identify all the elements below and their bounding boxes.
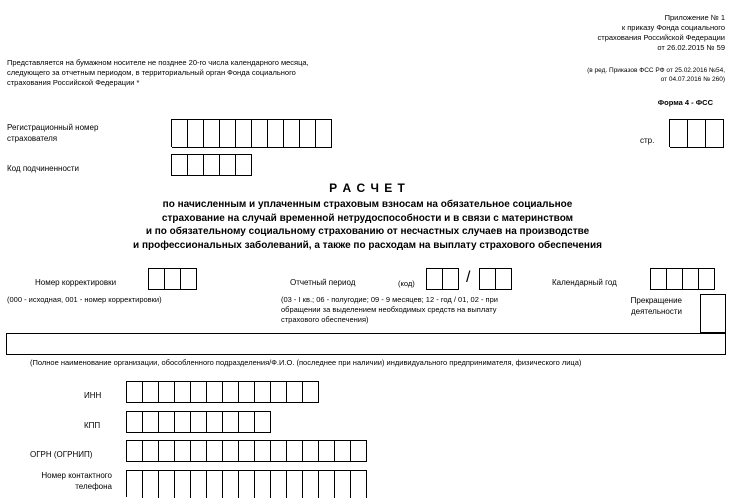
cell[interactable] [236,119,252,148]
cell[interactable] [223,440,239,462]
appendix-note [525,13,725,53]
subtitle-line: и профессиональных заболеваний, а также по расходам на выплату страхового обеспечения [133,239,602,251]
cell[interactable] [181,268,197,290]
cell[interactable] [335,440,351,462]
cell[interactable] [303,470,319,498]
amendment-note [505,66,725,84]
cell[interactable] [191,411,207,433]
cell[interactable] [175,440,191,462]
page-subtitle [0,198,735,252]
phone-cells[interactable] [126,470,367,497]
cell[interactable] [127,440,143,462]
cell[interactable] [303,381,319,403]
subtitle-line: и по обязательному социальному страхованию от несчастных случаев на производстве [145,226,590,237]
cell[interactable] [706,119,724,148]
cell[interactable] [699,268,715,290]
organization-name-hint: (Полное наименование организации, обособленного подразделения/Ф.И.О. (последнее при наличии) индивидуального предпринимателя, физического лица) [30,358,582,367]
cell[interactable] [159,470,175,498]
cell[interactable] [351,440,367,462]
label-line: деятельности [630,307,682,316]
kpp-cells[interactable] [126,411,271,433]
cell[interactable] [188,154,204,176]
cell[interactable] [220,119,236,148]
submission-line: следующего за отчетным периодом, в территориальный орган Фонда социального [7,68,296,77]
cell[interactable] [319,440,335,462]
appendix-line: страхования Российской Федерации [597,33,725,42]
cell[interactable] [191,470,207,498]
page-title: Р А С Ч Е Т [329,181,406,195]
cell[interactable] [688,119,706,148]
cell[interactable] [191,381,207,403]
termination-label [590,295,682,317]
cell[interactable] [271,470,287,498]
cell[interactable] [480,268,496,290]
cell[interactable] [204,119,220,148]
amendment-line: (в ред. Приказов ФСС РФ от 25.02.2016 №54, [587,67,725,74]
appendix-line: от 26.02.2015 № 59 [657,43,725,52]
subtitle-line: по начисленным и уплаченным страховым взносам на обязательное социальное [162,199,573,210]
cell[interactable] [239,381,255,403]
cell[interactable] [284,119,300,148]
amendment-line: от 04.07.2016 № 260) [660,76,725,83]
cell[interactable] [188,119,204,148]
inn-label: ИНН [84,391,102,400]
cell[interactable] [143,411,159,433]
cell[interactable] [143,440,159,462]
cell[interactable] [127,411,143,433]
cell[interactable] [287,381,303,403]
label-line: Номер контактного [41,471,112,480]
cell[interactable] [239,440,255,462]
cell[interactable] [127,470,143,498]
form-name: Форма 4 - ФСС [657,98,713,107]
calendar-year-cells[interactable] [650,268,715,290]
cell[interactable] [159,381,175,403]
cell[interactable] [335,470,351,498]
cell[interactable] [159,411,175,433]
cell[interactable] [271,440,287,462]
cell[interactable] [287,440,303,462]
cell[interactable] [175,381,191,403]
phone-label [10,470,112,492]
cell[interactable] [268,119,284,148]
period-hint [281,295,561,325]
cell[interactable] [207,411,223,433]
label-line: страхователя [7,134,58,143]
cell[interactable] [143,381,159,403]
correction-cells[interactable] [148,268,197,290]
calendar-year-label: Календарный год [552,278,617,287]
cell[interactable] [207,440,223,462]
organization-name-field[interactable] [6,333,726,355]
cell[interactable] [223,381,239,403]
cell[interactable] [159,440,175,462]
submission-line: страхования Российской Федерации * [7,78,140,87]
cell[interactable] [496,268,512,290]
hint-line: (03 - I кв.; 06 - полугодие; 09 - 9 месяцев; 12 - год / 01, 02 - при [281,295,498,304]
cell[interactable] [220,154,236,176]
page-cells[interactable] [669,119,724,147]
cell[interactable] [255,470,271,498]
cell[interactable] [316,119,332,148]
code-label: (код) [398,279,415,288]
cell[interactable] [255,381,271,403]
cell[interactable] [239,470,255,498]
cell[interactable] [175,470,191,498]
cell[interactable] [127,381,143,403]
reporting-period-label: Отчетный период [290,278,356,287]
label-line: Регистрационный номер [7,123,99,132]
label-line: Прекращение [630,296,682,305]
cell[interactable] [172,154,188,176]
hint-line: обращении за выделением необходимых средств на выплату [281,305,497,314]
submission-line: Представляется на бумажном носителе не позднее 20-го числа календарного месяца, [7,58,309,67]
termination-box[interactable] [700,294,726,333]
hint-line: страхового обеспечения) [281,315,369,324]
cell[interactable] [287,470,303,498]
cell[interactable] [443,268,459,290]
correction-label: Номер корректировки [35,278,117,287]
cell[interactable] [207,470,223,498]
cell[interactable] [255,411,271,433]
cell[interactable] [667,268,683,290]
reg-number-label [7,122,157,144]
cell[interactable] [651,268,667,290]
cell[interactable] [204,154,220,176]
cell[interactable] [319,470,335,498]
period-cells-second[interactable] [479,268,512,290]
cell[interactable] [351,470,367,498]
cell[interactable] [252,119,268,148]
submission-note [7,58,387,88]
cell[interactable] [271,381,287,403]
correction-hint: (000 - исходная, 001 - номер корректировки) [7,295,162,304]
cell[interactable] [255,440,271,462]
cell[interactable] [683,268,699,290]
appendix-line: Приложение № 1 [664,13,725,22]
kpp-label: КПП [84,421,101,430]
cell[interactable] [165,268,181,290]
subordination-label: Код подчиненности [7,164,80,173]
ogrn-cells[interactable] [126,440,367,462]
cell[interactable] [175,411,191,433]
subtitle-line: страхование на случай временной нетрудоспособности и в связи с материнством [161,212,574,224]
cell[interactable] [143,470,159,498]
page-label: стр. [640,136,655,145]
reg-number-cells[interactable] [171,119,332,147]
cell[interactable] [223,411,239,433]
cell[interactable] [172,119,188,148]
cell[interactable] [303,440,319,462]
label-line: телефона [75,482,112,491]
cell[interactable] [670,119,688,148]
period-slash: / [466,269,471,286]
cell[interactable] [191,440,207,462]
cell[interactable] [427,268,443,290]
period-cells-first[interactable] [426,268,459,290]
cell[interactable] [239,411,255,433]
appendix-line: к приказу Фонда социального [621,23,725,32]
cell[interactable] [236,154,252,176]
inn-cells[interactable] [126,381,319,403]
cell[interactable] [223,470,239,498]
cell[interactable] [149,268,165,290]
cell[interactable] [207,381,223,403]
ogrn-label: ОГРН (ОГРНИП) [30,450,93,459]
subordination-cells[interactable] [171,154,252,176]
cell[interactable] [300,119,316,148]
